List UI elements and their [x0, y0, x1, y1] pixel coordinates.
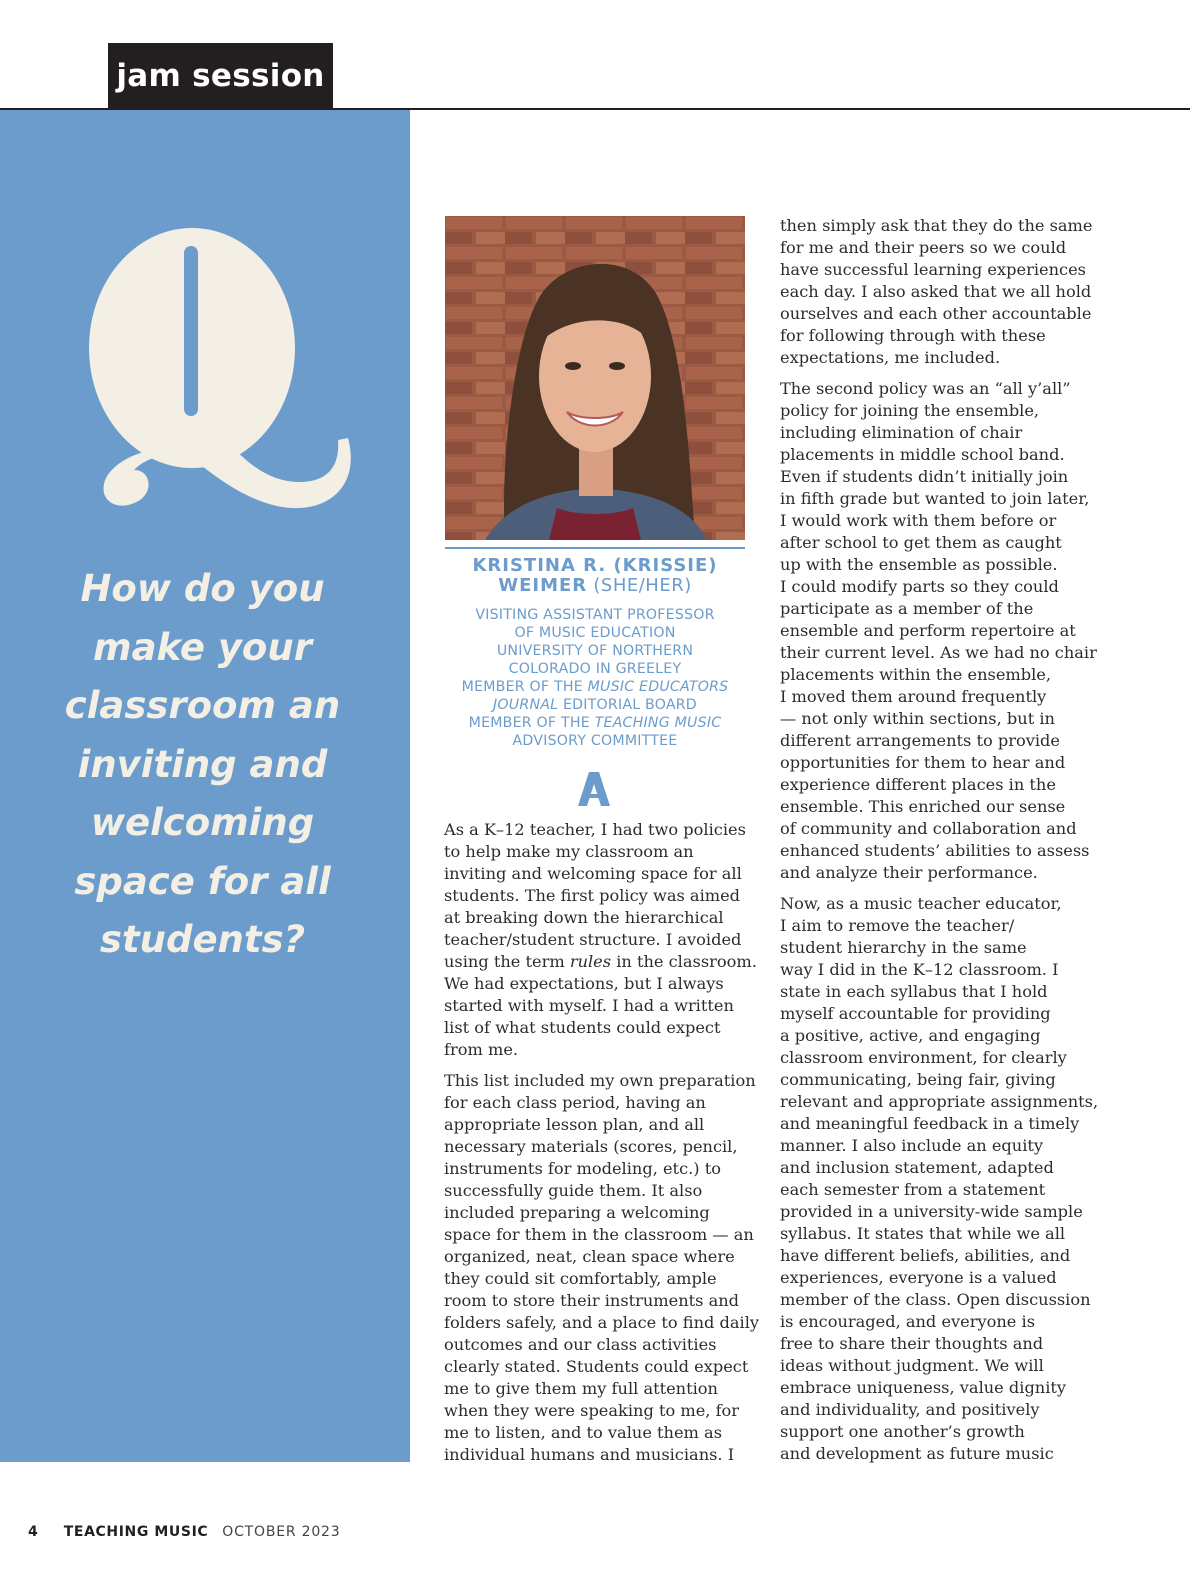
- text-line: free to share their thoughts and: [780, 1334, 1044, 1353]
- text-line: and meaningful feedback in a timely: [780, 1114, 1080, 1133]
- text-line: is encouraged, and everyone is: [780, 1312, 1036, 1331]
- text-line: — not only within sections, but in: [780, 709, 1055, 728]
- credential-text: MEMBER OF THE: [461, 679, 588, 695]
- text-line: necessary materials (scores, pencil,: [444, 1137, 738, 1156]
- text-line: have different beliefs, abilities, and: [780, 1246, 1071, 1265]
- text-line: for each class period, having an: [444, 1093, 706, 1112]
- journal-title: MUSIC EDUCATORS: [587, 679, 729, 695]
- author-bio: [445, 556, 745, 750]
- section-label: jam session: [108, 43, 333, 109]
- text-line: list of what students could expect: [444, 1018, 721, 1037]
- text-line: support one another’s growth: [780, 1422, 1025, 1441]
- text-line: me to listen, and to value them as: [444, 1423, 723, 1442]
- text-line: I moved them around frequently: [780, 687, 1047, 706]
- text-line: different arrangements to provide: [780, 731, 1060, 750]
- text-line: teacher/student structure. I avoided: [444, 930, 742, 949]
- author-name-line2: [445, 576, 745, 596]
- text-line: in fifth grade but wanted to join later,: [780, 489, 1090, 508]
- text-line: outcomes and our class activities: [444, 1335, 717, 1354]
- text-line: up with the ensemble as possible.: [780, 555, 1058, 574]
- magazine-name: TEACHING MUSIC: [63, 1524, 209, 1540]
- text-line: ensemble. This enriched our sense: [780, 797, 1066, 816]
- text-line: then simply ask that they do the same: [780, 216, 1093, 235]
- text-line: experiences, everyone is a valued: [780, 1268, 1057, 1287]
- text-line: relevant and appropriate assignments,: [780, 1092, 1099, 1111]
- text-line: appropriate lesson plan, and all: [444, 1115, 705, 1134]
- issue-date: OCTOBER 2023: [222, 1524, 341, 1540]
- text-line: I would work with them before or: [780, 511, 1057, 530]
- text-run: in the classroom.: [611, 952, 757, 971]
- text-line: started with myself. I had a written: [444, 996, 734, 1015]
- text-line: syllabus. It states that while we all: [780, 1224, 1066, 1243]
- text-line: opportunities for them to hear and: [780, 753, 1066, 772]
- text-line: each day. I also asked that we all hold: [780, 282, 1092, 301]
- text-line: experience different places in the: [780, 775, 1056, 794]
- text-line: individual humans and musicians. I: [444, 1445, 735, 1464]
- text-line: folders safely, and a place to find daily: [444, 1313, 760, 1332]
- page-number: 4: [28, 1524, 38, 1540]
- text-line: organized, neat, clean space where: [444, 1247, 735, 1266]
- text-line: placements within the ensemble,: [780, 665, 1052, 684]
- text-line: to help make my classroom an: [444, 842, 694, 861]
- question-line: students?: [99, 918, 306, 961]
- author-photo: [445, 216, 745, 540]
- text-line: I could modify parts so they could: [780, 577, 1059, 596]
- text-line: from me.: [444, 1040, 519, 1059]
- text-line: inviting and welcoming space for all: [444, 864, 742, 883]
- credential-line: ADVISORY COMMITTEE: [512, 733, 678, 749]
- text-line: state in each syllabus that I hold: [780, 982, 1048, 1001]
- question-line: space for all: [74, 859, 331, 903]
- text-line: participate as a member of the: [780, 599, 1034, 618]
- text-line: member of the class. Open discussion: [780, 1290, 1091, 1309]
- article-paragraph: [780, 378, 1097, 884]
- text-line: have successful learning experiences: [780, 260, 1086, 279]
- article-paragraph: [780, 215, 1093, 369]
- article-column-1: [444, 819, 760, 1475]
- article-paragraph: [444, 1070, 760, 1466]
- text-line: communicating, being fair, giving: [780, 1070, 1056, 1089]
- text-line: student hierarchy in the same: [780, 938, 1027, 957]
- text-line: classroom environment, for clearly: [780, 1048, 1067, 1067]
- author-name-line1: KRISTINA R. (KRISSIE): [472, 555, 718, 576]
- text-line: when they were speaking to me, for: [444, 1401, 740, 1420]
- text-line: I aim to remove the teacher/: [780, 916, 1015, 935]
- question-line: welcoming: [90, 801, 315, 844]
- author-pronouns: (SHE/HER): [587, 575, 692, 596]
- text-line: after school to get them as caught: [780, 533, 1062, 552]
- journal-title: JOURNAL: [493, 697, 559, 713]
- text-line: manner. I also include an equity: [780, 1136, 1044, 1155]
- text-line: me to give them my full attention: [444, 1379, 718, 1398]
- text-line: clearly stated. Students could expect: [444, 1357, 749, 1376]
- text-line: The second policy was an “all y’all”: [780, 379, 1071, 398]
- credential-text: MEMBER OF THE: [468, 715, 595, 731]
- question-line: inviting and: [77, 742, 328, 786]
- text-line: successfully guide them. It also: [444, 1181, 703, 1200]
- question-text: [30, 560, 375, 970]
- answer-a-icon: [576, 772, 612, 806]
- question-line: classroom an: [64, 684, 341, 727]
- text-line: they could sit comfortably, ample: [444, 1269, 717, 1288]
- text-line: enhanced students’ abilities to assess: [780, 841, 1090, 860]
- text-line: students. The first policy was aimed: [444, 886, 741, 905]
- text-line: and inclusion statement, adapted: [780, 1158, 1054, 1177]
- text-line: placements in middle school band.: [780, 445, 1065, 464]
- text-line: their current level. As we had no chair: [780, 643, 1097, 662]
- page-footer: [28, 1524, 340, 1540]
- magazine-title: TEACHING MUSIC: [594, 715, 722, 731]
- bio-divider: [445, 547, 745, 549]
- text-line: Even if students didn’t initially join: [780, 467, 1069, 486]
- credential-line: [445, 696, 745, 714]
- text-line: including elimination of chair: [780, 423, 1023, 442]
- author-surname: WEIMER: [498, 575, 588, 596]
- text-line: instruments for modeling, etc.) to: [444, 1159, 721, 1178]
- text-line: policy for joining the ensemble,: [780, 401, 1040, 420]
- text-line: space for them in the classroom — an: [444, 1225, 754, 1244]
- text-line: room to store their instruments and: [444, 1291, 740, 1310]
- text-run: using the term: [444, 952, 570, 971]
- text-line: included preparing a welcoming: [444, 1203, 710, 1222]
- text-line: As a K–12 teacher, I had two policies: [444, 820, 746, 839]
- text-line: Now, as a music teacher educator,: [780, 894, 1062, 913]
- text-line: each semester from a statement: [780, 1180, 1046, 1199]
- text-line: of community and collaboration and: [780, 819, 1077, 838]
- text-line: a positive, active, and engaging: [780, 1026, 1041, 1045]
- text-line: provided in a university-wide sample: [780, 1202, 1083, 1221]
- text-line: embrace uniqueness, value dignity: [780, 1378, 1067, 1397]
- article-column-2: [780, 215, 1099, 1474]
- author-credentials: [445, 606, 745, 750]
- text-line: and analyze their performance.: [780, 863, 1038, 882]
- text-line: way I did in the K–12 classroom. I: [780, 960, 1059, 979]
- credential-line: UNIVERSITY OF NORTHERN: [496, 643, 694, 659]
- text-line: and individuality, and positively: [780, 1400, 1040, 1419]
- text-line: at breaking down the hierarchical: [444, 908, 724, 927]
- credential-text: EDITORIAL BOARD: [558, 697, 697, 713]
- text-line: expectations, me included.: [780, 348, 1001, 367]
- article-paragraph: [444, 819, 757, 1061]
- text-line: ideas without judgment. We will: [780, 1356, 1044, 1375]
- emphasis-text: rules: [569, 952, 612, 971]
- credential-line: OF MUSIC EDUCATION: [514, 625, 676, 641]
- credential-line: [445, 678, 745, 696]
- credential-line: VISITING ASSISTANT PROFESSOR: [475, 607, 715, 623]
- text-line: for me and their peers so we could: [780, 238, 1067, 257]
- question-line: make your: [93, 625, 312, 669]
- text-line: for following through with these: [780, 326, 1046, 345]
- article-paragraph: [780, 893, 1099, 1465]
- text-line: ourselves and each other accountable: [780, 304, 1092, 323]
- text-line: We had expectations, but I always: [444, 974, 724, 993]
- text-line: ensemble and perform repertoire at: [780, 621, 1076, 640]
- text-line: and development as future music: [780, 1444, 1054, 1463]
- q-letter-icon: [70, 208, 360, 518]
- question-line: How do you: [80, 567, 325, 610]
- credential-line: [445, 714, 745, 732]
- text-line: [444, 951, 757, 973]
- text-line: myself accountable for providing: [780, 1004, 1051, 1023]
- text-line: This list included my own preparation: [444, 1071, 756, 1090]
- credential-line: COLORADO IN GREELEY: [508, 661, 682, 677]
